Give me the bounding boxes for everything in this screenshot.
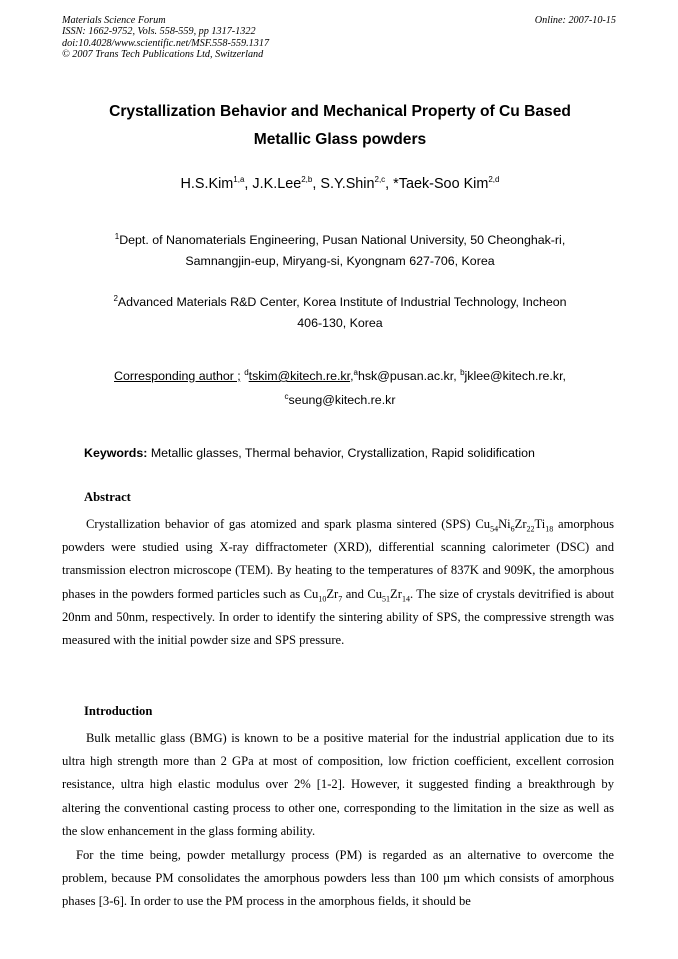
introduction-paragraph-2: For the time being, powder metallurgy process (PM) is regarded as an alternative to overcome the problem, because PM consolidates the amorphous powders less than 100 µm which consists of amorphous phases [3-6]. In order to use the PM process in the amorphous fields, it should be [62,848,614,909]
email-link[interactable]: hsk@pusan.ac.kr [357,369,454,383]
author-affil-mark: 2,c [374,175,386,185]
email-mark: b [460,367,465,377]
affiliation-line-1: Advanced Materials R&D Center, Korea Institute of Industrial Technology, Incheon [117,295,567,309]
affiliation-1 [62,230,618,272]
journal-name: Materials Science Forum [62,15,166,26]
email-link[interactable]: jklee@kitech.re.kr [464,369,563,383]
author-name: S.Y.Shin [320,176,375,192]
email-link[interactable]: tskim@kitech.re.kr [248,369,351,383]
journal-copyright: © 2007 Trans Tech Publications Ltd, Switzerland [62,49,264,61]
abstract-heading: Abstract [84,490,131,504]
journal-header [62,15,618,61]
journal-issn: ISSN: 1662-9752, Vols. 558-559, pp 1317-1322 [62,26,256,38]
keywords [84,444,624,462]
title-line-1: Crystallization Behavior and Mechanical Property of Cu Based [109,103,571,120]
paper-title [62,98,618,154]
author-affil-mark: 1,a [233,175,245,185]
email-mark: d [244,367,249,377]
email-link[interactable]: seung@kitech.re.kr [288,393,396,407]
author-name: *Taek-Soo Kim [393,176,489,192]
affiliation-mark: 1 [114,231,120,241]
journal-doi: doi:10.4028/www.scientific.net/MSF.558-559.1317 [62,37,270,49]
email-mark: a [353,367,358,377]
introduction-paragraph-1: Bulk metallic glass (BMG) is known to be a positive material for the industrial application due to its ultra high strength more than 2 GPa at most of composition, low friction coefficient, excellent corrosion resistance, ultra high elastic modulus over 2% [1-2]. However, it suggested finding a breakthrough by altering the conventional casting process to other one, corresponding to the limitation in the size as well as the slow enhancement in the glass forming ability. [62,731,614,838]
corresponding-label: Corresponding author ; [114,369,241,383]
affiliation-line-2: Samnangjin-eup, Miryang-si, Kyongnam 627-706, Korea [185,254,495,268]
author-name: H.S.Kim [180,176,234,192]
affiliation-line-1: Dept. of Nanomaterials Engineering, Pusan National University, 50 Cheonghak-ri, [119,233,566,247]
email-mark: c [284,391,289,401]
abstract-paragraph: Crystallization behavior of gas atomized and spark plasma sintered (SPS) $Cu_{54}Ni_6Zr_{22}Ti_{18}$ amorphous powders were studied using X-ray diffractometer (XRD), differential scanning calorimeter (DSC) and transmission electron microscope (TEM). By heating to the temperatures of 837K and 909K, the amorphous phases in the powders formed particles such as $Cu_{10}Zr_7$ and $Cu_{51}Zr_{14}$. The size of crystals devitrified is about 20nm and 50nm, respectively. In order to identify the sintering ability of SPS, the compressive strength was measured with the initial powder size and SPS pressure. [62,517,614,648]
affiliation-2 [62,292,618,334]
affiliation-mark: 2 [113,293,118,303]
keywords-text: Metallic glasses, Thermal behavior, Crystallization, Rapid solidification [150,446,535,460]
corresponding-author: Corresponding author ; $^d$tskim@kitech.re.kr,$^a$hsk@pusan.ac.kr, $^b$jklee@kitech.re.kr, $^c$seung@kitech.re.kr [114,367,566,407]
author-list: H.S.Kim$^{1,a}$, J.K.Lee$^{2,b}$, S.Y.Shin$^{2,c}$, *Taek-Soo Kim$^{2,d}$ [180,175,500,192]
author-affil-mark: 2,d [488,175,500,185]
online-date: Online: 2007-10-15 [534,15,616,26]
author-name: J.K.Lee [252,176,302,192]
affiliation-line-2: 406-130, Korea [297,316,383,330]
introduction-heading: Introduction [84,704,153,718]
author-affil-mark: 2,b [301,175,313,185]
keywords-label: Keywords: [84,446,148,460]
title-line-2: Metallic Glass powders [253,131,427,148]
